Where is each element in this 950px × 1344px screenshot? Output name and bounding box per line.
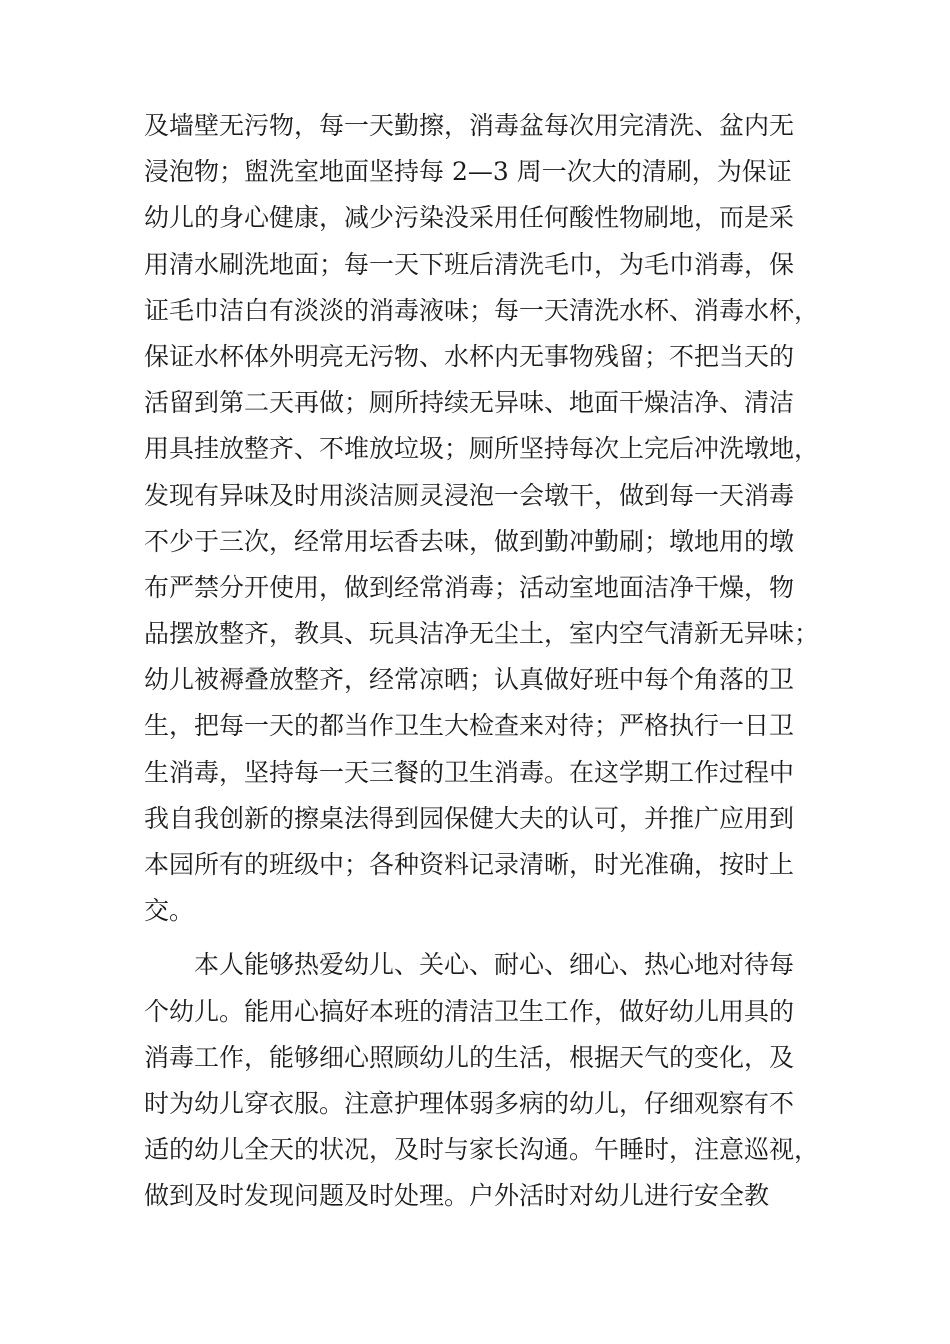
text-line: 保证水杯体外明亮无污物、水杯内无事物残留；不把当天的 (144, 341, 795, 371)
text-line: 品摆放整齐，教具、玩具洁净无尘土，室内空气清新无异味； (144, 619, 820, 649)
text-line: 浸泡物；盥洗室地面坚持每 2—3 周一次大的清刷，为保证 (144, 157, 792, 187)
text-line: 幼儿的身心健康，减少污染没采用任何酸性物刷地，而是采 (144, 203, 795, 233)
text-line: 本园所有的班级中；各种资料记录清晰，时光准确，按时上 (144, 850, 795, 879)
text-line: 消毒工作，能够细心照顾幼儿的生活，根据天气的变化，及 (144, 1042, 795, 1072)
text-line: 用清水刷洗地面；每一天下班后清洗毛巾，为毛巾消毒，保 (144, 249, 795, 279)
text-line: 及墙壁无污物，每一天勤擦，消毒盆每次用完清洗、盆内无 (144, 111, 795, 140)
text-line: 证毛巾洁白有淡淡的消毒液味；每一天清洗水杯、消毒水杯， (144, 295, 820, 325)
text-line: 用具挂放整齐、不堆放垃圾；厕所坚持每次上完后冲洗墩地， (144, 434, 820, 464)
text-line: 幼儿被褥叠放整齐，经常凉晒；认真做好班中每个角落的卫 (144, 665, 795, 695)
text-line: 本人能够热爱幼儿、关心、耐心、细心、热心地对待每 (194, 950, 795, 980)
text-line: 适的幼儿全天的状况，及时与家长沟通。午睡时，注意巡视， (144, 1135, 820, 1165)
text-line: 生消毒，坚持每一天三餐的卫生消毒。在这学期工作过程中 (144, 757, 795, 787)
paragraph-1 (144, 103, 820, 934)
text-line: 做到及时发现问题及时处理。户外活时对幼儿进行安全教 (144, 1181, 770, 1211)
document-body (144, 103, 820, 1220)
paragraph-spacer (144, 934, 814, 942)
text-line: 我自我创新的擦桌法得到园保健大夫的认可，并推广应用到 (144, 803, 795, 833)
text-line: 个幼儿。能用心搞好本班的清洁卫生工作，做好幼儿用具的 (144, 996, 795, 1026)
text-line: 布严禁分开使用，做到经常消毒；活动室地面洁净干燥，物 (144, 572, 795, 602)
paragraph-2 (144, 942, 820, 1219)
text-line: 发现有异味及时用淡洁厕灵浸泡一会墩干，做到每一天消毒 (144, 480, 795, 510)
text-line: 生，把每一天的都当作卫生大检查来对待；严格执行一日卫 (144, 711, 795, 741)
text-line: 时为幼儿穿衣服。注意护理体弱多病的幼儿，仔细观察有不 (144, 1088, 795, 1118)
text-line: 交。 (144, 896, 195, 926)
text-line: 活留到第二天再做；厕所持续无异味、地面干燥洁净、清洁 (144, 388, 795, 418)
text-line: 不少于三次，经常用坛香去味，做到勤冲勤刷；墩地用的墩 (144, 526, 795, 556)
